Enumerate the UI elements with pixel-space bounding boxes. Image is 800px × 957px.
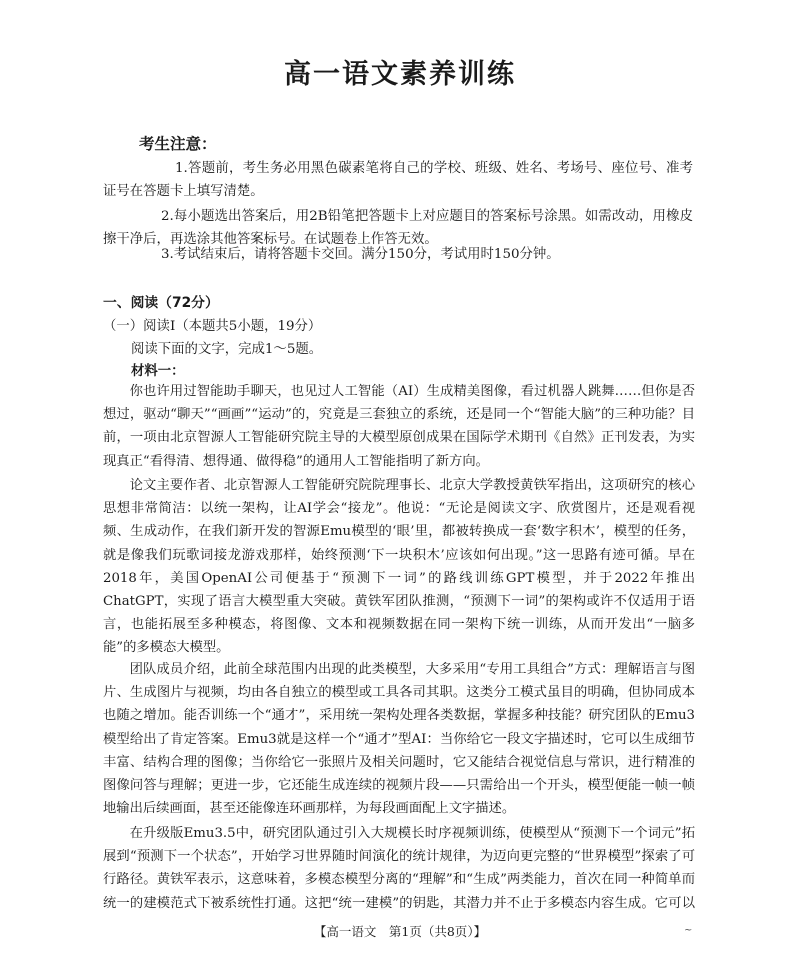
subsection-heading: （一）阅读Ⅰ（本题共5小题，19分）: [103, 319, 322, 334]
page-footer: 【高一语文 第1页（共8页）】: [313, 924, 487, 939]
footer-mark: ~: [684, 925, 693, 936]
paragraph-4: 在升级版Emu3.5中，研究团队通过引入大规模长时序视频训练，使模型从“预测下一个词元”拓展到“预测下一个状态”，开始学习世界随时间演化的统计规律，为迈向更完整的“世界模型”探索了可行路径。黄铁军表示，这意味着，多模态模型分离的“理解”和“生成”两类能力，首次在同一种简单而统一的建模范式下被系统性打通。这把“统一建模”的钥匙，其潜力并不止于多模态内容生成。它可以: [103, 826, 695, 911]
page-title: 高一语文素养训练: [284, 59, 516, 90]
notice-item-1-text: 1.答题前，考生务必用黑色碳素笔将自己的学校、班级、姓名、考场号、座位号、准考证号在答题卡上填写清楚。: [103, 161, 693, 199]
material-label: 材料一：: [131, 364, 185, 379]
notice-item-3-text: 3.考试结束后，请将答题卡交回。满分150分，考试用时150分钟。: [161, 247, 560, 262]
notice-item-1: [103, 157, 693, 203]
paragraph-3: 团队成员介绍，此前全球范围内出现的此类模型，大多采用“专用工具组合”方式：理解语言与图片、生成图片与视频，均由各自独立的模型或工具各司其职。这类分工模式虽目的明确，但协同成本也随之增加。能否训练一个“通才”，采用统一架构处理各类数据，掌握多种技能？研究团队的Emu3模型给出了肯定答案。Emu3就是这样一个“通才”型AI：当你给它一段文字描述时，它可以生成细节丰富、结构合理的图像；当你给它一张照片及相关问题时，它又能结合视觉信息与常识，进行精准的图像问答与理解；更进一步，它还能生成连续的视频片段——只需给出一个开头，模型便能一帧一帧地输出后续画面，甚至还能像连环画那样，为每段画面配上文字描述。: [103, 662, 695, 817]
notice-item-2-text: 2.每小题选出答案后，用2B铅笔把答题卡上对应题目的答案标号涂黑。如需改动，用橡皮擦干净后，再选涂其他答案标号。在试题卷上作答无效。: [103, 209, 693, 247]
reading-instruction: 阅读下面的文字，完成1～5题。: [131, 342, 323, 357]
paragraph-2: 论文主要作者、北京智源人工智能研究院院理事长、北京大学教授黄铁军指出，这项研究的核心思想非常简洁：以统一架构，让AI学会“接龙”。他说：“无论是阅读文字、欣赏图片，还是观看视频、生成动作，在我们新开发的智源Emu模型的‘眼’里，都被转换成一套‘数字积木’，模型的任务，就是像我们玩歌词接龙游戏那样，始终预测‘下一块积木’应该如何出现。”这一思路有迹可循。早在2018年，美国OpenAI公司便基于“预测下一词”的路线训练GPT模型，并于2022年推出ChatGPT，实现了语言大模型重大突破。黄铁军团队推测，“预测下一词”的架构或许不仅适用于语言，也能拓展至多种模态，将图像、文本和视频数据在同一架构下统一训练，从而开发出“一脑多能”的多模态大模型。: [103, 478, 695, 656]
notice-heading: 考生注意：: [139, 135, 217, 153]
paragraph-1: 你也许用过智能助手聊天，也见过人工智能（AI）生成精美图像，看过机器人跳舞……但你是否想过，驱动“聊天”“画画”“运动”的，究竟是三套独立的系统，还是同一个“智能大脑”的三种功能？目前，一项由北京智源人工智能研究院主导的大模型原创成果在国际学术期刊《自然》正刊发表，为实现真正“看得清、想得通、做得稳”的通用人工智能指明了新方向。: [103, 384, 695, 469]
notice-item-3: [103, 243, 693, 266]
section-heading: 一、阅读（72分）: [103, 295, 219, 311]
